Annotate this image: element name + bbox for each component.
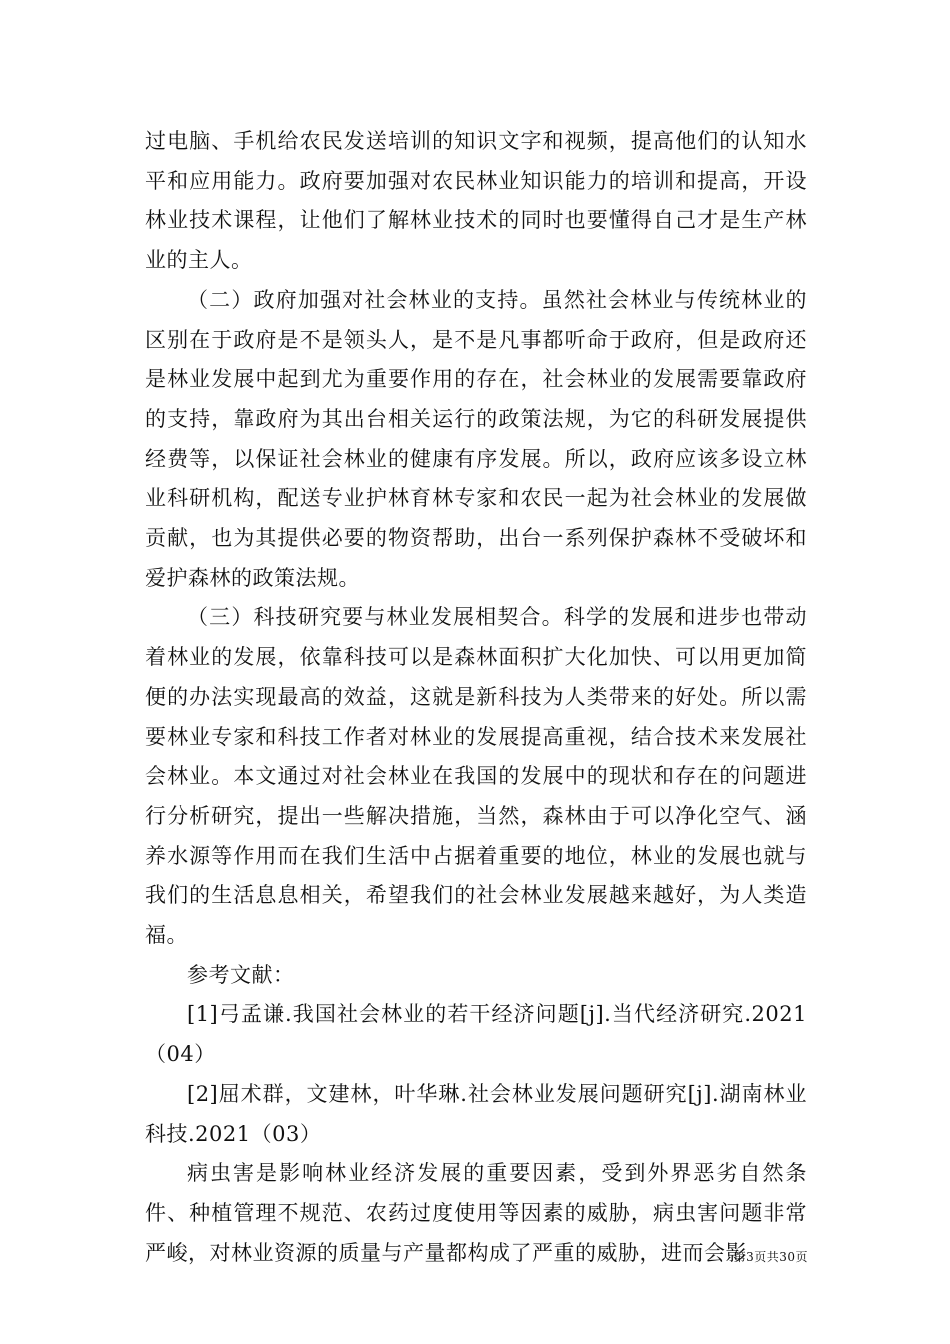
paragraph-continued: 过电脑、手机给农民发送培训的知识文字和视频，提高他们的认知水平和应用能力。政府要加强对农民林业知识能力的培训和提高，开设林业技术课程，让他们了解林业技术的同时也要懂得自己才是生产林业的主人。	[145, 129, 807, 273]
reference-item-2: [2]屈术群，文建林，叶华琳.社会林业发展问题研究[j].湖南林业科技.2021（03）	[145, 1081, 807, 1146]
paragraph-government-support: （二）政府加强对社会林业的支持。虽然社会林业与传统林业的区别在于政府是不是领头人，是不是凡事都听命于政府，但是政府还是林业发展中起到尤为重要作用的存在，社会林业的发展需要靠政府的支持，靠政府为其出台相关运行的政策法规，为它的科研发展提供经费等，以保证社会林业的健康有序发展。所以，政府应该多设立林业科研机构，配送专业护林育林专家和农民一起为社会林业的发展做贡献，也为其提供必要的物资帮助，出台一系列保护森林不受破坏和爱护森林的政策法规。	[145, 287, 807, 590]
body-text	[145, 122, 807, 1273]
reference-item-1: [1]弓孟谦.我国社会林业的若干经济问题[j].当代经济研究.2021（04）	[145, 1002, 807, 1067]
paragraph-pests: 病虫害是影响林业经济发展的重要因素，受到外界恶劣自然条件、种植管理不规范、农药过度使用等因素的威胁，病虫害问题非常严峻，对林业资源的质量与产量都构成了严重的威胁，进而会影	[145, 1161, 807, 1265]
references-title: 参考文献：	[187, 962, 295, 987]
page-number: 第3页共30页	[733, 1250, 808, 1264]
paragraph-technology-research: （三）科技研究要与林业发展相契合。科学的发展和进步也带动着林业的发展，依靠科技可以是森林面积扩大化加快、可以用更加简便的办法实现最高的效益，这就是新科技为人类带来的好处。所以需要林业专家和科技工作者对林业的发展提高重视，结合技术来发展社会林业。本文通过对社会林业在我国的发展中的现状和存在的问题进行分析研究，提出一些解决措施，当然，森林由于可以净化空气、涵养水源等作用而在我们生活中占据着重要的地位，林业的发展也就与我们的生活息息相关，希望我们的社会林业发展越来越好，为人类造福。	[145, 605, 807, 948]
